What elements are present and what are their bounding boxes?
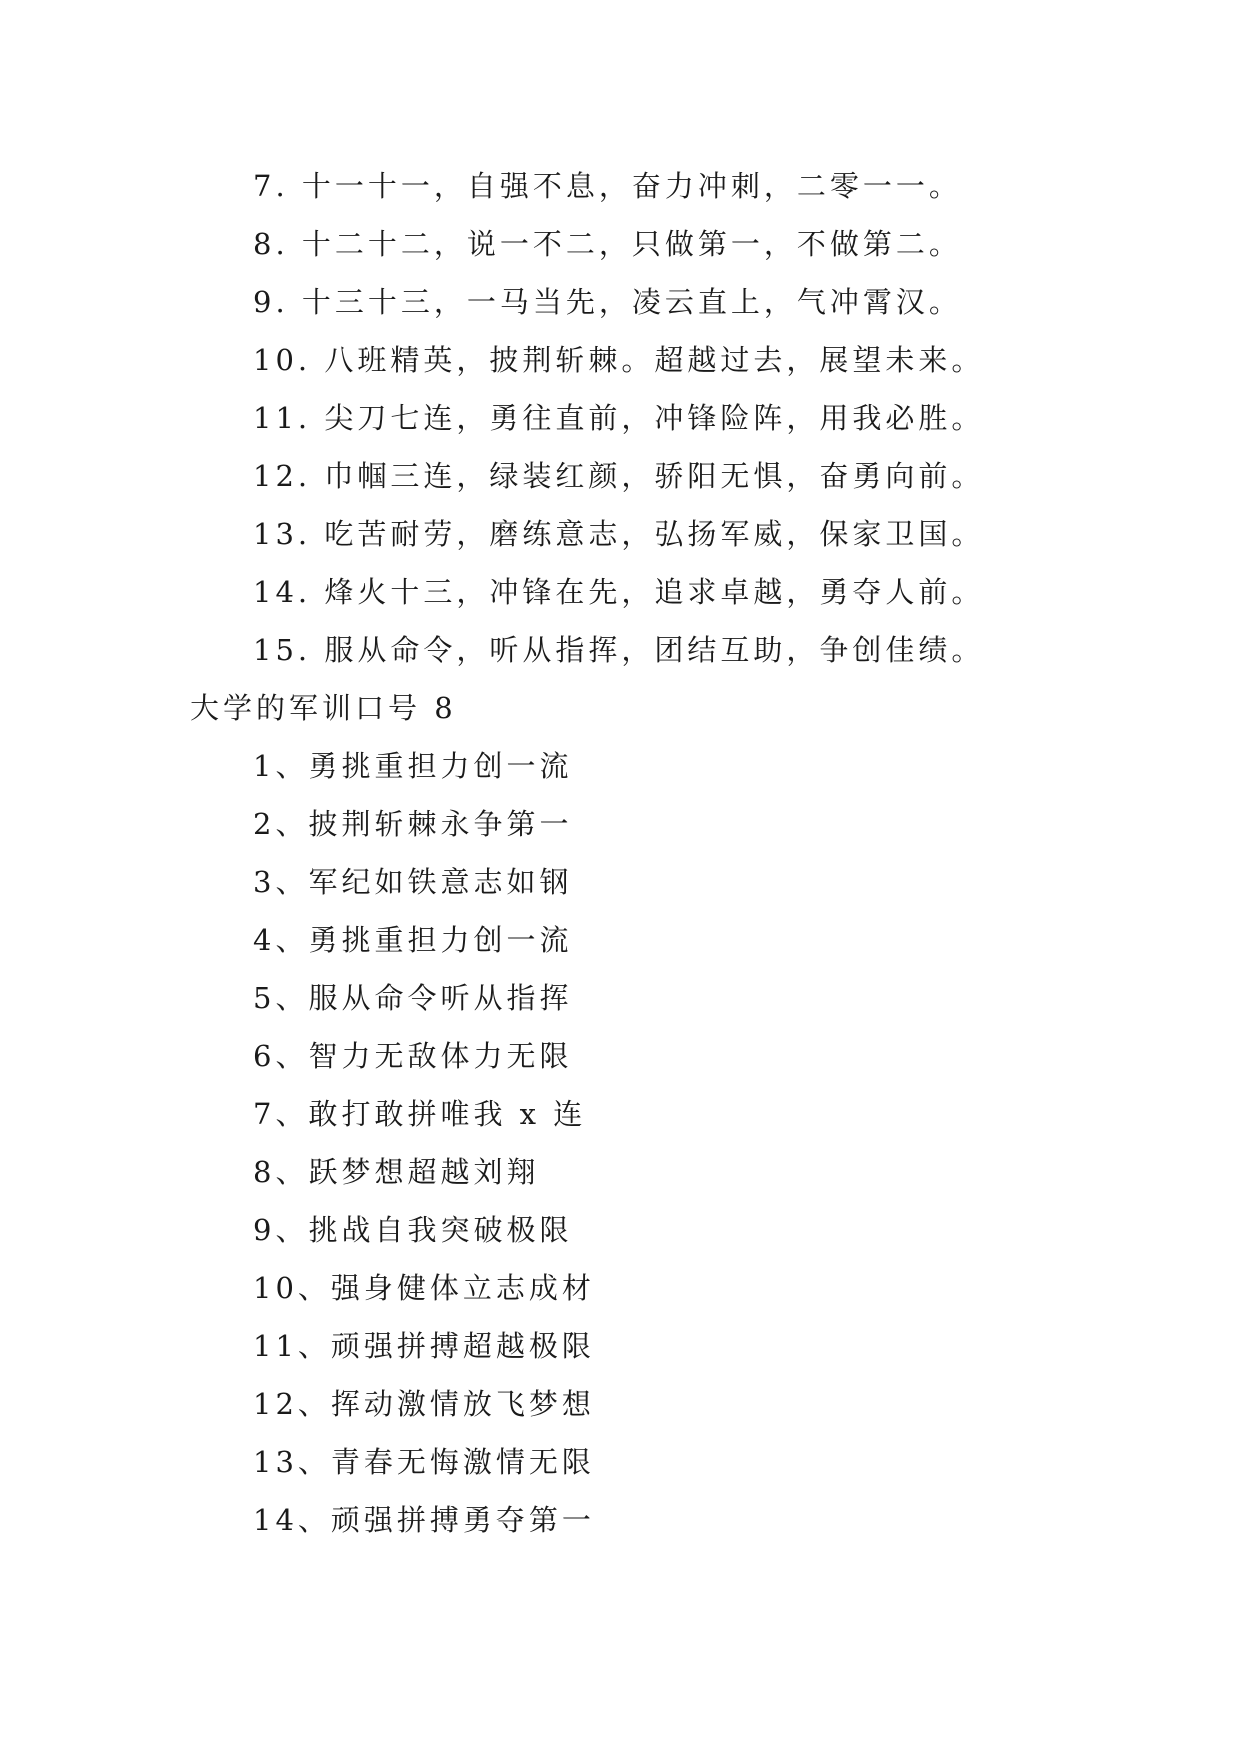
slogan-line: 8. 十二十二，说一不二，只做第一，不做第二。 (253, 227, 962, 261)
slogan-item: 6、智力无敌体力无限 (253, 1039, 573, 1073)
slogan-item: 8、跃梦想超越刘翔 (253, 1155, 540, 1189)
slogan-line: 14. 烽火十三，冲锋在先，追求卓越，勇夺人前。 (253, 575, 985, 609)
slogan-line: 7. 十一十一，自强不息，奋力冲刺，二零一一。 (253, 169, 962, 203)
slogan-item: 1、勇挑重担力创一流 (253, 749, 573, 783)
slogan-line: 11. 尖刀七连，勇往直前，冲锋险阵，用我必胜。 (253, 401, 985, 435)
slogan-item: 12、挥动激情放飞梦想 (253, 1387, 595, 1421)
slogan-item: 11、顽强拼搏超越极限 (253, 1329, 595, 1363)
slogan-line: 13. 吃苦耐劳，磨练意志，弘扬军威，保家卫国。 (253, 517, 985, 551)
slogan-item: 4、勇挑重担力创一流 (253, 923, 573, 957)
slogan-line: 15. 服从命令，听从指挥，团结互助，争创佳绩。 (253, 633, 985, 667)
section-heading: 大学的军训口号 8 (190, 691, 457, 725)
slogan-line: 9. 十三十三，一马当先，凌云直上，气冲霄汉。 (253, 285, 962, 319)
slogan-item: 13、青春无悔激情无限 (253, 1445, 595, 1479)
slogan-item: 14、顽强拼搏勇夺第一 (253, 1503, 595, 1537)
slogan-item: 7、敢打敢拼唯我 x 连 (253, 1097, 587, 1131)
slogan-item: 10、强身健体立志成材 (253, 1271, 595, 1305)
slogan-item: 2、披荆斩棘永争第一 (253, 807, 573, 841)
slogan-item: 9、挑战自我突破极限 (253, 1213, 573, 1247)
slogan-item: 5、服从命令听从指挥 (253, 981, 573, 1015)
slogan-line: 10. 八班精英，披荆斩棘。超越过去，展望未来。 (253, 343, 985, 377)
slogan-item: 3、军纪如铁意志如钢 (253, 865, 573, 899)
slogan-line: 12. 巾帼三连，绿装红颜，骄阳无惧，奋勇向前。 (253, 459, 985, 493)
